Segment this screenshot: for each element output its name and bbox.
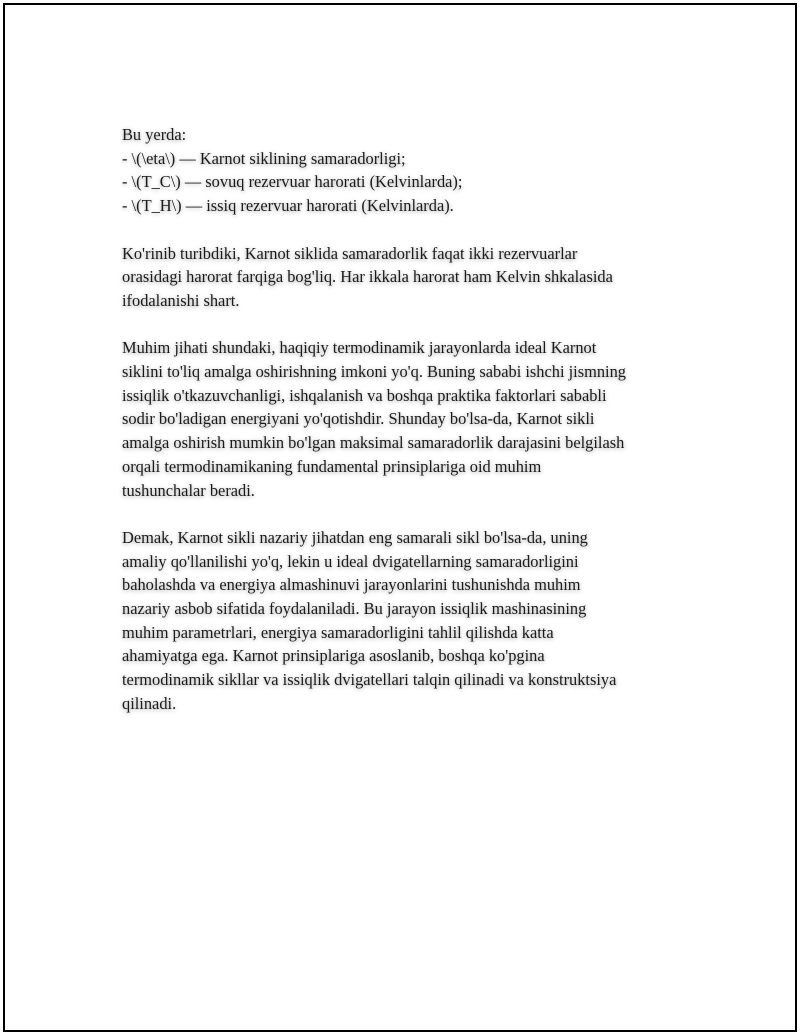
paragraph-line: nazariy asbob sifatida foydalaniladi. Bu jarayon issiqlik mashinasining bbox=[122, 599, 587, 619]
definitions-block bbox=[122, 123, 712, 218]
paragraph-line: issiqlik o'tkazuvchanligi, ishqalanish va boshqa praktika faktorlari sababli bbox=[122, 385, 607, 405]
paragraph-line: orasidagi harorat farqiga bog'liq. Har ikkala harorat ham Kelvin shkalasida bbox=[122, 267, 613, 287]
document-body bbox=[122, 123, 712, 739]
paragraph-line: amalga oshirish mumkin bo'lgan maksimal samaradorlik darajasini belgilash bbox=[122, 433, 625, 453]
paragraph-line: baholashda va energiya almashinuvi jarayonlarini tushunishda muhim bbox=[122, 575, 581, 595]
paragraph-line: amaliy qo'llanilishi yo'q, lekin u ideal dvigatellarning samaradorligini bbox=[122, 551, 579, 571]
page-frame bbox=[3, 3, 797, 1032]
paragraph-line: orqali termodinamikaning fundamental prinsiplariga oid muhim bbox=[122, 456, 542, 476]
paragraph-line: ahamiyatga ega. Karnot prinsiplariga asoslanib, boshqa ko'pgina bbox=[122, 646, 545, 666]
paragraph-line: ifodalanishi shart. bbox=[122, 290, 240, 310]
paragraph-line: muhim parametrlari, energiya samaradorligini tahlil qilishda katta bbox=[122, 622, 554, 642]
paragraph-line: termodinamik sikllar va issiqlik dvigatellari talqin qilinadi va konstruktsiya bbox=[122, 670, 617, 690]
paragraph-line: sodir bo'ladigan energiyani yo'qotishdir. Shunday bo'lsa-da, Karnot sikli bbox=[122, 409, 595, 429]
definition-item-th: - \(T_H\) — issiq rezervuar harorati (Kelvinlarda). bbox=[122, 196, 454, 216]
definition-item-eta: - \(\eta\) — Karnot siklining samaradorligi; bbox=[122, 148, 406, 168]
paragraph-real-processes bbox=[122, 336, 712, 502]
paragraph-line: Ko'rinib turibdiki, Karnot siklida samaradorlik faqat ikki rezervuarlar bbox=[122, 243, 578, 263]
paragraph-line: siklini to'liq amalga oshirishning imkoni yo'q. Buning sababi ishchi jismning bbox=[122, 362, 626, 381]
paragraph-line: tushunchalar beradi. bbox=[122, 480, 255, 500]
paragraph-conclusion bbox=[122, 526, 712, 716]
paragraph-line: qilinadi. bbox=[122, 693, 177, 713]
paragraph-line: Muhim jihati shundaki, haqiqiy termodinamik jarayonlarda ideal Karnot bbox=[122, 338, 597, 358]
paragraph-temperature-dependence bbox=[122, 242, 712, 313]
definition-item-tc: - \(T_C\) — sovuq rezervuar harorati (Kelvinlarda); bbox=[122, 172, 463, 192]
paragraph-line: Demak, Karnot sikli nazariy jihatdan eng samarali sikl bo'lsa-da, uning bbox=[122, 527, 588, 547]
definitions-intro: Bu yerda: bbox=[122, 125, 187, 144]
